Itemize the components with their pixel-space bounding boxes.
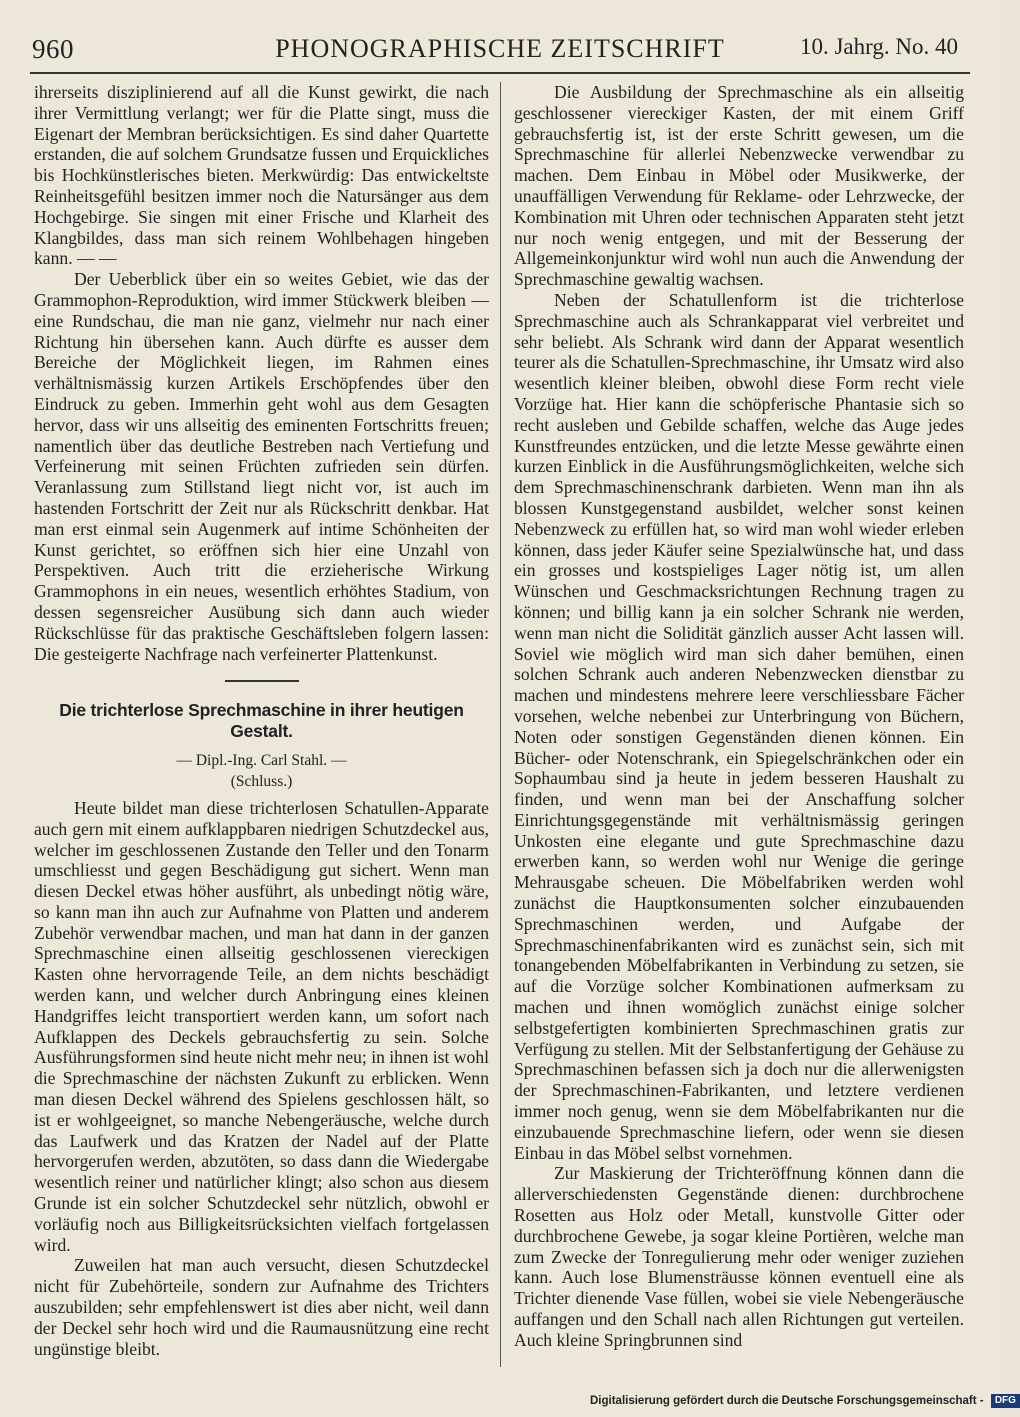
article-sequel-note: (Schluss.)	[230, 772, 293, 790]
footer-text: Digitalisierung gefördert durch die Deutsche Forschungsgemeinschaft -	[590, 1395, 984, 1408]
left-paragraph-4: Zuweilen hat man auch versucht, diesen Schutzdeckel nicht für Zubehörteile, sondern zur Aufnahme des Trichters auszubilden; sehr empfehlenswert ist dies aber nicht, weil dann der Deckel sehr hoch wird und die Raumausnützung eine recht ungünstige bleibt.	[34, 1255, 489, 1359]
left-paragraph-2: Der Ueberblick über ein so weites Gebiet, wie das der Grammophon-Reproduktion, wird immer Stückwerk bleiben — eine Rundschau, die man nie ganz, vielmehr nur nach einer Richtung hin übersehen kann. Auch dürfte es ausser dem Bereiche der Möglichkeit liegen, im Rahmen eines verhältnismässig kurzen Artikels Erschöpfendes über den Eindruck zu geben. Immerhin geht wohl aus dem Gesagten hervor, dass wir uns allseitig des eminenten Fortschritts freuen; namentlich über das deutliche Bestreben nach Vertiefung und Verfeinerung mit seinen Früchten zufrieden sein dürfen. Veranlassung zum Stillstand liegt nicht vor, ist auch im hastenden Fortschritt der Zeit nur als Rückschritt denkbar. Hat man erst einmal sein Augenmerk auf intime Schönheiten der Kunst gerichtet, so eröffnen sich hier eine Unzahl von Perspektiven. Auch tritt die erzieherische Wirkung Grammophons in ein neues, wesentlich erhöhtes Stadium, von dessen segensreicher Ausübung sich dann auch wieder Rückschlüsse für das praktische Geschäftsleben folgern lassen: Die gesteigerte Nachfrage nach verfeinerter Plattenkunst.	[34, 269, 489, 664]
journal-title: PHONOGRAPHISCHE ZEITSCHRIFT	[275, 34, 725, 63]
left-paragraph-3: Heute bildet man diese trichterlosen Schatullen-Apparate auch gern mit einem aufklappbaren niedrigen Schutzdeckel aus, welcher im geschlossenen Zustande den Teller und den Tonarm umschliesst und gegen Beschädigung gut sichert. Wenn man diesen Deckel etwas höher ausführt, als unbedingt nötig wäre, so kann man ihn auch zur Aufnahme von Platten und anderem Zubehör verwendbar machen, und man hat dann in der ganzen Sprechmaschine einen allseitig geschlossenen viereckigen Kasten ohne hervorragende Teile, an dem nichts beschädigt werden kann, und welcher durch Anbringung eines kleinen Handgriffes leicht transportiert werden kann, um sofort nach Aufklappen des Deckels gebrauchsfertig zu sein. Solche Ausführungsformen sind heute nicht mehr neu; in ihnen ist wohl die Sprechmaschine der nächsten Zukunft zu erblicken. Wenn man diesen Deckel während des Spielens geschlossen hält, so ist er wohlgeeignet, so manche Nebengeräusche, welche durch das Laufwerk und das Kratzen der Nadel auf der Platte hervorgerufen werden, abzutöten, so dass dann die Wiedergabe wesentlich reiner und natürlicher klingt; also schon aus diesem Grunde ist ein solcher Schutzdeckel sehr nützlich, obwohl er vorläufig noch aus Billigkeitsrücksichten vielfach fortgelassen wird.	[34, 797, 489, 1255]
left-column	[34, 82, 489, 1382]
left-paragraph-1: ihrerseits disziplinierend auf all die Kunst gewirkt, die nach ihrer Vermittlung verlangt; wer für die Platte singt, muss die Eigenart der Membran berücksichtigen. Es sind daher Quartette erstanden, die auf solchem Grundsatze fussen und Erquickliches bis Hochkünstlerisches bieten. Merkwürdig: Das entwickeltste Reinheitsgefühl besitzen immer noch die Natursänger aus dem Hochgebirge. Sie singen mit einer Frische und Klarheit des Klangbildes, dass man sich reinem Wohlbehagen hingeben kann. — —	[34, 82, 489, 269]
article-byline: — Dipl.-Ing. Carl Stahl. —	[176, 751, 347, 769]
article-title: Die trichterlose Sprechmaschine in ihrer heutigen Gestalt.	[59, 700, 464, 742]
column-separator	[500, 82, 501, 1367]
right-column	[514, 82, 964, 1382]
section-divider	[225, 680, 299, 682]
digitization-footer	[590, 1394, 1016, 1416]
right-paragraph-1: Die Ausbildung der Sprechmaschine als ein allseitig geschlossener viereckiger Kasten, der mit einem Griff gebrauchsfertig ist, ist der erste Schritt gewesen, um die Sprechmaschine für allerlei Nebenzwecke verwendbar zu machen. Dem Einbau in Möbel oder Musikwerke, der unauffälligen Verwendung für Reklame- oder Lehrzwecke, der Kombination mit Uhren oder technischen Apparaten steht jetzt nur noch wenig entgegen, und mit der Besserung der Allgemeinkonjunktur wird wohl nun auch die Anwendung der Sprechmaschine gewaltig wachsen.	[514, 82, 964, 290]
dfg-logo-icon: DFG	[991, 1394, 1020, 1408]
page-number: 960	[32, 34, 74, 64]
page-header	[30, 30, 970, 70]
issue-info: 10. Jahrg. No. 40	[799, 34, 958, 59]
right-paragraph-3: Zur Maskierung der Trichteröffnung können dann die allerverschiedensten Gegenstände dienen: durchbrochene Rosetten aus Holz oder Metall, kunstvolle Gitter oder durchbrochene Gewebe, ja sogar kleine Portièren, welche man zum Zwecke der Tonregulierung mehr oder weniger zuziehen kann. Auch lose Blumensträusse können eventuell eine als Trichter dienende Vase füllen, wobei sie viele Nebengeräusche auffangen und den Schall nach allen Richtungen gut verteilen. Auch kleine Springbrunnen sind	[514, 1163, 964, 1350]
right-paragraph-2: Neben der Schatullenform ist die trichterlose Sprechmaschine auch als Schrankapparat viel verbreitet und sehr beliebt. Als Schrank wird dann der Apparat wesentlich teurer als die Schatullen-Sprechmaschine, ihr Umsatz wird also wesentlich kleiner bleiben, obwohl diese Form recht viele Vorzüge hat. Hier kann die schöpferische Phantasie sich so recht ausleben und Gebilde schaffen, welche das Auge jedes Kunstfreundes entzücken, und die letzte Messe gewährte einen kurzen Einblick in die Ausführungsmöglichkeiten, welche sich dem Sprechmaschinenschrank darbieten. Wenn man ihn als blossen Kunstgegenstand ausbildet, welcher sonst keinen Nebenzweck zu erfüllen hat, so wird man wohl wieder erleben können, dass jeder Käufer seine Spezialwünsche hat, und dass ein grosses und kostspieliges Lager nötig ist, um allen Wünschen und Geschmacksrichtungen Rechnung tragen zu können; und billig kann ja ein solcher Schrank nie werden, wenn man nicht die Solidität gänzlich ausser Acht lassen will. Soviel wie möglich wird man sich daher bemühen, einen solchen Schrank auch anderen Nebenzwecken dienstbar zu machen und mindestens mehrere leere verschliessbare Fächer vorsehen, welche nebenbei zur Unterbringung von Büchern, Noten oder sonstigen Gegenständen dienen können. Ein Bücher- oder Notenschrank, ein Spiegelschränkchen oder ein Sophaumbau sind ja heute in jedem besseren Haushalt zu finden, und wenn man bei der Anschaffung solcher Einrichtungsgegenstände mit verhältnismässig geringen Unkosten eine elegante und gute Sprechmaschine dazu erwerben kann, so werden wohl nur Wenige die geringe Mehrausgabe scheuen. Die Möbelfabriken werden wohl zunächst die Hauptkonsumenten solcher einzubauenden Sprechmaschinen werden, und Aufgabe der Sprechmaschinenfabrikanten wird es zunächst sein, sich mit tonangebenden Möbelfabrikanten in Verbindung zu setzen, sie auf die Vorzüge solcher Kombinationen aufmerksam zu machen und ihnen womöglich zunächst einige solcher selbstgefertigten kombinierten Sprechmaschinen gratis zur Verfügung zu stellen. Mit der Selbstanfertigung der Gehäuse zu Sprechmaschinen befassen sich ja doch nur die allerwenigsten der Sprechmaschinen-Fabrikanten, und letztere verdienen immer noch genug, wenn sie dem Möbelfabrikanten nur die einzubauende Sprechmaschine liefern, oder wenn sie diesen Einbau in das Möbel selbst vornehmen.	[514, 289, 964, 1163]
header-rule	[30, 72, 970, 74]
